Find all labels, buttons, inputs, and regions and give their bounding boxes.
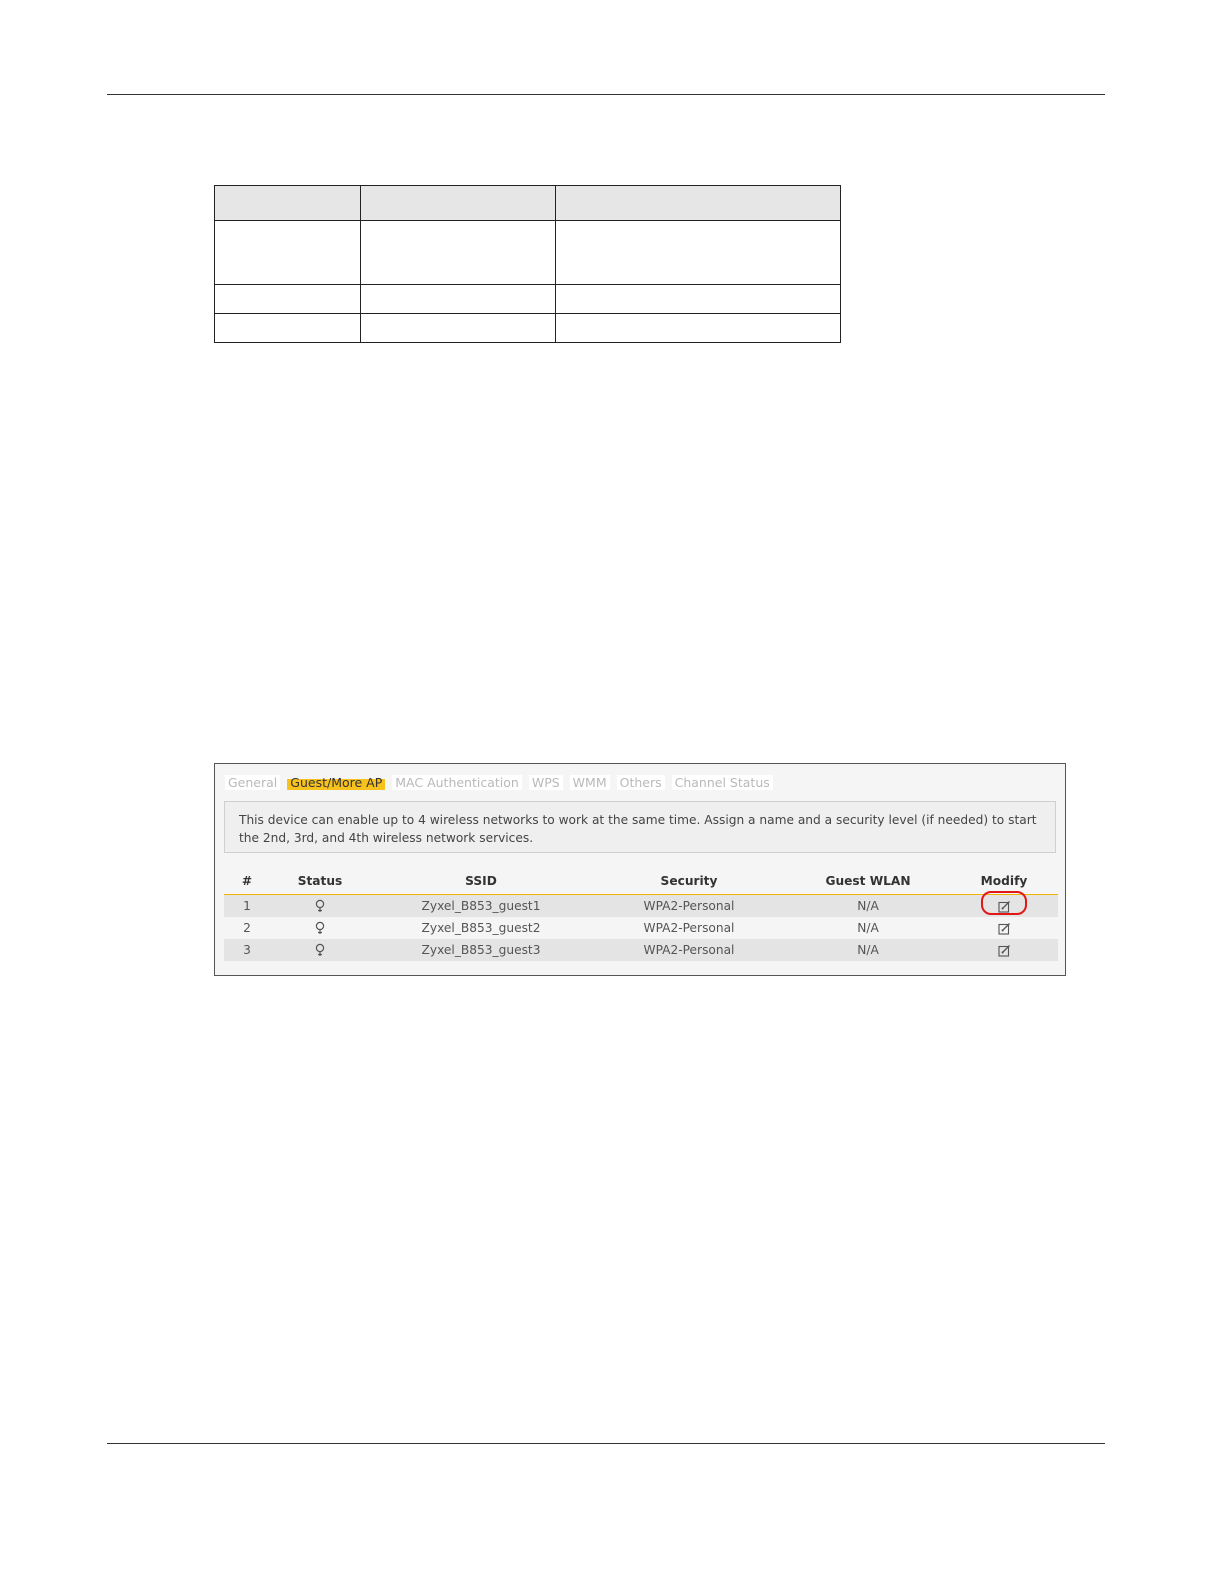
table-row (224, 917, 1058, 939)
header-security: Security (592, 868, 786, 895)
document-table-cell (361, 314, 556, 343)
document-table (214, 185, 841, 343)
document-table-cell (361, 221, 556, 285)
ssid-cell: Zyxel_B853_guest1 (370, 895, 592, 918)
ap-table (224, 868, 1058, 961)
tab-others[interactable]: Others (617, 775, 665, 790)
tab-wmm[interactable]: WMM (570, 775, 610, 790)
document-table-cell (361, 285, 556, 314)
modify-cell (950, 917, 1058, 939)
tab-guest-more-ap[interactable]: Guest/More AP (287, 775, 385, 790)
row-number: 1 (224, 895, 270, 918)
table-row (224, 939, 1058, 961)
document-table-cell (556, 186, 841, 221)
tab-channel-status[interactable]: Channel Status (672, 775, 773, 790)
document-table-row (215, 314, 841, 343)
footer-rule (107, 1443, 1105, 1444)
document-table-cell (215, 186, 361, 221)
ap-table-header-row (224, 868, 1058, 895)
status-cell (270, 917, 370, 939)
document-table-row (215, 285, 841, 314)
tab-wps[interactable]: WPS (529, 775, 563, 790)
header-number: # (224, 868, 270, 895)
document-table-cell (215, 314, 361, 343)
document-table-header-row (215, 186, 841, 221)
security-cell: WPA2-Personal (592, 895, 786, 918)
table-row (224, 895, 1058, 918)
tab-mac-authentication[interactable]: MAC Authentication (392, 775, 522, 790)
guest-wlan-cell: N/A (786, 917, 950, 939)
guest-wlan-cell: N/A (786, 939, 950, 961)
ssid-cell: Zyxel_B853_guest3 (370, 939, 592, 961)
document-table-row (215, 221, 841, 285)
header-rule (107, 94, 1105, 95)
document-table-cell (215, 285, 361, 314)
bulb-icon (315, 921, 325, 935)
edit-icon[interactable] (998, 922, 1011, 935)
row-number: 2 (224, 917, 270, 939)
modify-cell (950, 939, 1058, 961)
ssid-cell: Zyxel_B853_guest2 (370, 917, 592, 939)
document-table-cell (361, 186, 556, 221)
bulb-icon (315, 943, 325, 957)
security-cell: WPA2-Personal (592, 917, 786, 939)
edit-icon[interactable] (998, 944, 1011, 957)
security-cell: WPA2-Personal (592, 939, 786, 961)
header-guest-wlan: Guest WLAN (786, 868, 950, 895)
tab-general[interactable]: General (225, 775, 280, 790)
bulb-icon (315, 899, 325, 913)
status-cell (270, 939, 370, 961)
modify-wrapper (998, 899, 1011, 913)
highlight-ring (981, 891, 1027, 915)
header-modify: Modify (950, 868, 1058, 895)
guest-wlan-cell: N/A (786, 895, 950, 918)
document-table-cell (556, 314, 841, 343)
guest-more-ap-screenshot (214, 763, 1066, 976)
document-table-cell (556, 221, 841, 285)
status-cell (270, 895, 370, 918)
modify-cell (950, 895, 1058, 918)
document-table-cell (215, 221, 361, 285)
info-box (224, 801, 1056, 853)
header-status: Status (270, 868, 370, 895)
header-ssid: SSID (370, 868, 592, 895)
tab-bar (225, 774, 780, 790)
row-number: 3 (224, 939, 270, 961)
document-table-cell (556, 285, 841, 314)
info-text: This device can enable up to 4 wireless networks to work at the same time. Assign a name and a security level (if needed) to start the 2nd, 3rd, and 4th wireless network services. (239, 813, 1037, 845)
